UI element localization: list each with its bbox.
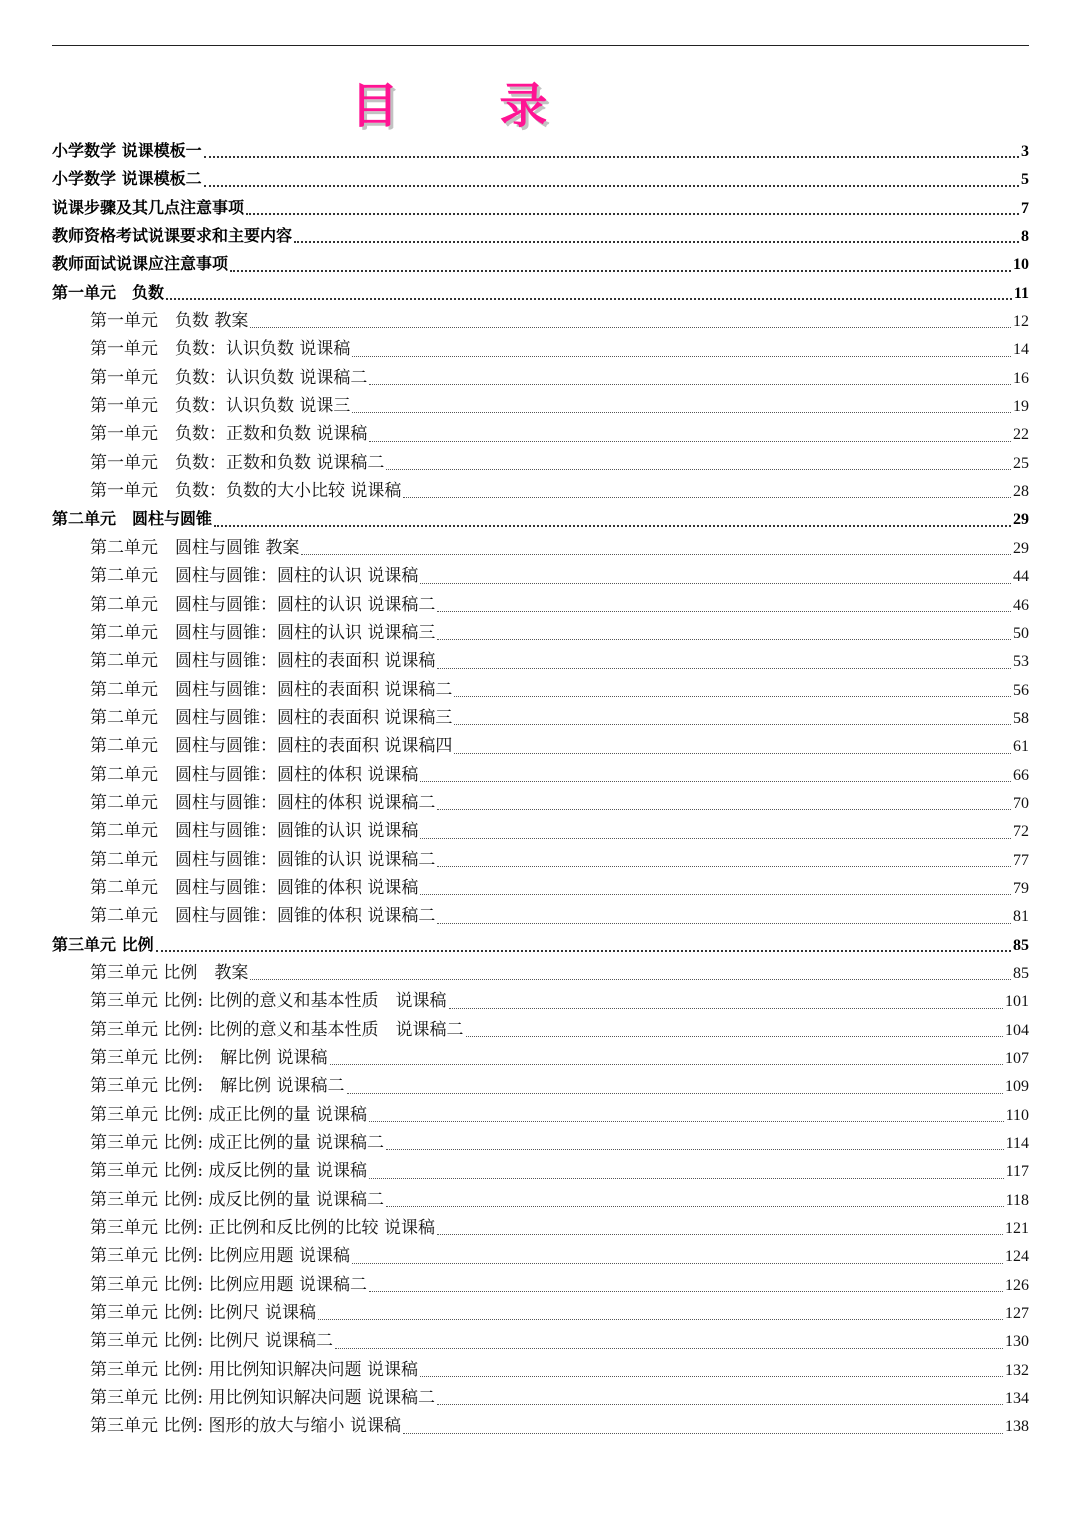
toc-dot-leader [369, 1120, 1004, 1122]
toc-dot-leader [454, 752, 1011, 754]
toc-dot-leader [330, 1063, 1003, 1065]
toc-entry-title: 第三单元 比例: 成正比例的量 说课稿 [90, 1104, 367, 1125]
toc-dot-leader [454, 695, 1011, 697]
toc-page-number: 109 [1005, 1078, 1029, 1096]
toc-chapter-entry[interactable] [52, 250, 1029, 278]
toc-dot-leader [369, 1177, 1004, 1179]
toc-dot-leader [246, 212, 1019, 215]
toc-section-entry[interactable] [52, 647, 1029, 675]
toc-page-number: 121 [1005, 1220, 1029, 1238]
toc-entry-title: 第三单元 比例: 解比例 说课稿二 [90, 1076, 345, 1097]
toc-dot-leader [369, 383, 1011, 385]
toc-section-entry[interactable] [52, 1129, 1029, 1157]
toc-entry-title: 第二单元 圆柱与圆锥 [52, 509, 213, 529]
toc-entry-title: 第二单元 圆柱与圆锥：圆柱的认识 说课稿三 [90, 622, 436, 643]
toc-section-entry[interactable] [52, 1186, 1029, 1214]
toc-page-number: 19 [1013, 398, 1029, 416]
toc-section-entry[interactable] [52, 732, 1029, 760]
toc-dot-leader [437, 638, 1011, 640]
toc-page-number: 72 [1013, 823, 1029, 841]
toc-dot-leader [318, 1318, 1003, 1320]
toc-section-entry[interactable] [52, 1214, 1029, 1242]
toc-page-number: 107 [1005, 1050, 1029, 1067]
toc-page-number: 66 [1013, 766, 1029, 784]
toc-section-entry[interactable] [52, 1384, 1029, 1412]
toc-dot-leader [352, 1262, 1003, 1264]
toc-page-number: 101 [1005, 993, 1029, 1011]
toc-dot-leader [437, 808, 1011, 810]
toc-entry-title: 第二单元 圆柱与圆锥 教案 [90, 537, 300, 558]
toc-section-entry[interactable] [52, 477, 1029, 505]
toc-dot-leader [386, 468, 1011, 470]
toc-section-entry[interactable] [52, 619, 1029, 647]
toc-entry-title: 第一单元 负数：认识负数 说课稿 [90, 339, 351, 360]
toc-section-entry[interactable] [52, 1271, 1029, 1299]
toc-page-number: 58 [1013, 709, 1029, 727]
table-of-contents [52, 137, 1029, 1441]
toc-entry-title: 第三单元 比例: 正比例和反比例的比较 说课稿 [90, 1218, 435, 1239]
toc-entry-title: 小学数学 说课模板二 [52, 169, 202, 189]
toc-page-number: 110 [1005, 1106, 1029, 1124]
toc-dot-leader [420, 582, 1011, 584]
toc-entry-title: 第三单元 比例: 比例应用题 说课稿 [90, 1246, 350, 1267]
toc-page-number: 3 [1021, 143, 1029, 160]
toc-dot-leader [214, 524, 1011, 527]
toc-page-number: 56 [1013, 681, 1029, 699]
toc-dot-leader [454, 723, 1011, 725]
toc-entry-title: 第三单元 比例 [52, 934, 154, 954]
toc-chapter-entry[interactable] [52, 931, 1029, 959]
toc-dot-leader [156, 949, 1011, 952]
toc-page-number: 12 [1013, 313, 1029, 331]
toc-entry-title: 第一单元 负数 [52, 282, 165, 302]
toc-chapter-entry[interactable] [52, 505, 1029, 533]
toc-page-number: 22 [1013, 426, 1029, 444]
toc-dot-leader [420, 837, 1011, 839]
toc-entry-title: 第三单元 比例: 用比例知识解决问题 说课稿二 [90, 1388, 435, 1409]
toc-chapter-entry[interactable] [52, 222, 1029, 250]
toc-page-number: 79 [1013, 879, 1029, 897]
toc-page-number: 130 [1005, 1333, 1029, 1351]
toc-entry-title: 第二单元 圆柱与圆锥：圆柱的体积 说课稿 [90, 764, 419, 785]
toc-entry-title: 第三单元 比例: 成反比例的量 说课稿二 [90, 1189, 384, 1210]
toc-section-entry[interactable] [52, 364, 1029, 392]
toc-entry-title: 第三单元 比例: 比例应用题 说课稿二 [90, 1274, 367, 1295]
toc-page-number: 16 [1013, 369, 1029, 387]
toc-dot-leader [301, 553, 1011, 555]
toc-section-entry[interactable] [52, 1356, 1029, 1384]
toc-dot-leader [466, 1035, 1003, 1037]
toc-page-number: 81 [1013, 908, 1029, 926]
toc-entry-title: 第一单元 负数：负数的大小比较 说课稿 [90, 481, 402, 502]
toc-dot-leader [403, 1432, 1003, 1434]
toc-dot-leader [437, 667, 1011, 669]
toc-section-entry[interactable] [52, 1072, 1029, 1100]
toc-entry-title: 第二单元 圆柱与圆锥：圆柱的表面积 说课稿四 [90, 736, 453, 757]
toc-entry-title: 第二单元 圆柱与圆锥：圆柱的认识 说课稿二 [90, 594, 436, 615]
toc-page-number: 53 [1013, 653, 1029, 671]
toc-section-entry[interactable] [52, 562, 1029, 590]
toc-dot-leader [437, 1403, 1003, 1405]
toc-dot-leader [352, 411, 1011, 413]
toc-entry-title: 第一单元 负数：认识负数 说课三 [90, 396, 351, 417]
toc-page-number: 14 [1013, 341, 1029, 359]
toc-section-entry[interactable] [52, 1327, 1029, 1355]
toc-page-number: 50 [1013, 624, 1029, 642]
toc-entry-title: 第二单元 圆柱与圆锥：圆锥的体积 说课稿 [90, 877, 419, 898]
toc-dot-leader [420, 1375, 1003, 1377]
toc-page-number: 85 [1013, 936, 1029, 954]
toc-section-entry[interactable] [52, 761, 1029, 789]
toc-page-number: 118 [1005, 1191, 1029, 1209]
toc-section-entry[interactable] [52, 1016, 1029, 1044]
toc-dot-leader [420, 893, 1011, 895]
toc-section-entry[interactable] [52, 1044, 1029, 1072]
toc-page-number: 28 [1013, 483, 1029, 501]
toc-section-entry[interactable] [52, 335, 1029, 363]
toc-page-number: 29 [1013, 539, 1029, 557]
toc-dot-leader [369, 440, 1011, 442]
toc-page-number: 10 [1013, 256, 1029, 274]
toc-entry-title: 教师资格考试说课要求和主要内容 [52, 226, 293, 246]
toc-dot-leader [369, 1290, 1003, 1292]
toc-dot-leader [335, 1347, 1003, 1349]
toc-section-entry[interactable] [52, 817, 1029, 845]
toc-page-number: 77 [1013, 851, 1029, 869]
toc-entry-title: 第三单元 比例 教案 [90, 962, 249, 983]
toc-entry-title: 第二单元 圆柱与圆锥：圆柱的认识 说课稿 [90, 566, 419, 587]
toc-page-number: 46 [1013, 596, 1029, 614]
toc-dot-leader [294, 240, 1019, 243]
toc-section-entry[interactable] [52, 1299, 1029, 1327]
toc-entry-title: 第三单元 比例: 比例尺 说课稿 [90, 1303, 316, 1324]
toc-entry-title: 第三单元 比例: 比例尺 说课稿二 [90, 1331, 333, 1352]
toc-page-number: 124 [1005, 1248, 1029, 1266]
toc-section-entry[interactable] [52, 1412, 1029, 1440]
toc-entry-title: 教师面试说课应注意事项 [52, 254, 229, 274]
toc-entry-title: 第一单元 负数 教案 [90, 311, 249, 332]
toc-entry-title: 第二单元 圆柱与圆锥：圆锥的体积 说课稿二 [90, 906, 436, 927]
toc-entry-title: 第三单元 比例: 解比例 说课稿 [90, 1048, 328, 1068]
toc-chapter-entry[interactable] [52, 165, 1029, 193]
toc-entry-title: 第一单元 负数：正数和负数 说课稿 [90, 424, 368, 445]
toc-chapter-entry[interactable] [52, 279, 1029, 307]
toc-page-number: 44 [1013, 568, 1029, 586]
toc-page-number: 104 [1005, 1021, 1029, 1039]
toc-dot-leader [230, 269, 1011, 272]
toc-page-number: 114 [1005, 1135, 1029, 1153]
toc-page-number: 134 [1005, 1390, 1029, 1408]
toc-section-entry[interactable] [52, 987, 1029, 1015]
toc-page-number: 7 [1021, 199, 1029, 217]
toc-entry-title: 第三单元 比例: 比例的意义和基本性质 说课稿 [90, 991, 447, 1012]
toc-entry-title: 第二单元 圆柱与圆锥：圆柱的表面积 说课稿 [90, 651, 436, 672]
toc-dot-leader [204, 155, 1019, 158]
toc-entry-title: 第二单元 圆柱与圆锥：圆柱的体积 说课稿二 [90, 792, 436, 813]
toc-entry-title: 第三单元 比例: 图形的放大与缩小 说课稿 [90, 1416, 401, 1437]
toc-section-entry[interactable] [52, 789, 1029, 817]
toc-page-number: 8 [1021, 228, 1029, 246]
toc-page-number: 29 [1013, 511, 1029, 529]
toc-entry-title: 第一单元 负数：正数和负数 说课稿二 [90, 452, 385, 473]
toc-dot-leader [386, 1205, 1004, 1207]
toc-dot-leader [437, 865, 1011, 867]
toc-dot-leader [437, 610, 1011, 612]
toc-entry-title: 第二单元 圆柱与圆锥：圆柱的表面积 说课稿二 [90, 679, 453, 700]
toc-page-number: 138 [1005, 1418, 1029, 1436]
toc-entry-title: 说课步骤及其几点注意事项 [52, 197, 245, 217]
toc-section-entry[interactable] [52, 534, 1029, 562]
toc-section-entry[interactable] [52, 874, 1029, 902]
toc-dot-leader [204, 184, 1019, 187]
toc-section-entry[interactable] [52, 902, 1029, 930]
toc-section-entry[interactable] [52, 392, 1029, 420]
toc-dot-leader [166, 297, 1012, 300]
toc-entry-title: 第三单元 比例: 成正比例的量 说课稿二 [90, 1133, 384, 1154]
toc-section-entry[interactable] [52, 704, 1029, 732]
toc-dot-leader [352, 355, 1011, 357]
toc-section-entry[interactable] [52, 420, 1029, 448]
toc-section-entry[interactable] [52, 1101, 1029, 1129]
toc-page-number: 25 [1013, 454, 1029, 472]
toc-entry-title: 第二单元 圆柱与圆锥：圆锥的认识 说课稿 [90, 821, 419, 842]
toc-title: 目 录 [350, 78, 590, 134]
toc-chapter-entry[interactable] [52, 194, 1029, 222]
toc-dot-leader [250, 978, 1011, 980]
toc-dot-leader [386, 1148, 1004, 1150]
toc-dot-leader [437, 922, 1011, 924]
toc-dot-leader [437, 1233, 1003, 1235]
toc-page-number: 61 [1013, 738, 1029, 756]
toc-dot-leader [347, 1092, 1003, 1094]
toc-page-number: 126 [1005, 1276, 1029, 1294]
toc-entry-title: 第一单元 负数：认识负数 说课稿二 [90, 367, 368, 388]
toc-entry-title: 第三单元 比例: 成反比例的量 说课稿 [90, 1161, 367, 1182]
toc-page-number: 127 [1005, 1305, 1029, 1323]
toc-section-entry[interactable] [52, 591, 1029, 619]
toc-dot-leader [420, 780, 1011, 782]
toc-section-entry[interactable] [52, 449, 1029, 477]
toc-section-entry[interactable] [52, 1157, 1029, 1185]
toc-section-entry[interactable] [52, 307, 1029, 335]
toc-entry-title: 第三单元 比例: 比例的意义和基本性质 说课稿二 [90, 1019, 464, 1040]
toc-section-entry[interactable] [52, 676, 1029, 704]
toc-page-number: 70 [1013, 794, 1029, 812]
toc-entry-title: 第二单元 圆柱与圆锥：圆锥的认识 说课稿二 [90, 849, 436, 870]
toc-entry-title: 小学数学 说课模板一 [52, 141, 202, 160]
toc-page-number: 132 [1005, 1361, 1029, 1379]
toc-section-entry[interactable] [52, 1242, 1029, 1270]
toc-section-entry[interactable] [52, 846, 1029, 874]
toc-page-number: 11 [1013, 284, 1029, 302]
toc-entry-title: 第三单元 比例: 用比例知识解决问题 说课稿 [90, 1359, 418, 1380]
toc-chapter-entry[interactable] [52, 137, 1029, 165]
toc-entry-title: 第二单元 圆柱与圆锥：圆柱的表面积 说课稿三 [90, 707, 453, 728]
toc-dot-leader [250, 326, 1011, 328]
toc-page-number: 117 [1005, 1163, 1029, 1181]
toc-dot-leader [449, 1007, 1003, 1009]
toc-section-entry[interactable] [52, 959, 1029, 987]
toc-page-number: 5 [1021, 171, 1029, 189]
toc-dot-leader [403, 496, 1011, 498]
toc-page-number: 85 [1013, 964, 1029, 982]
header-rule [52, 45, 1029, 46]
